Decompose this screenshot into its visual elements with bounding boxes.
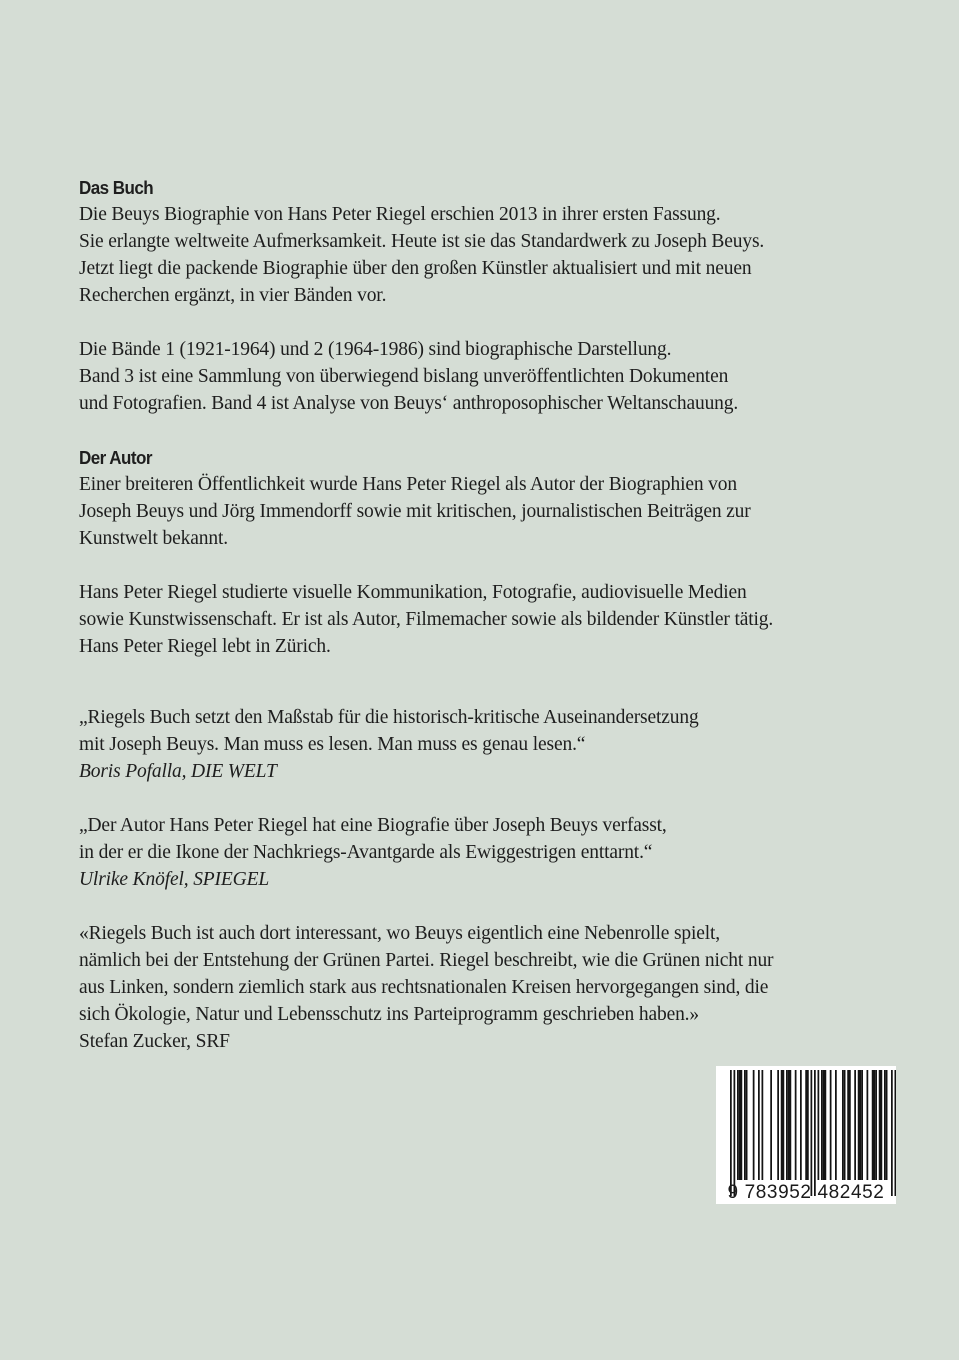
barcode-bar (781, 1070, 783, 1180)
barcode-bar (835, 1070, 837, 1180)
text-line: Die Bände 1 (1921-1964) und 2 (1964-1986) sind biographische Darstellung. (79, 339, 672, 360)
text-line: Joseph Beuys und Jörg Immendorff sowie mit kritischen, journalistischen Beiträgen zur (79, 501, 751, 522)
quote-line: nämlich bei der Entstehung der Grünen Partei. Riegel beschreibt, wie die Grünen nicht nur (79, 950, 774, 971)
barcode-bar (895, 1070, 897, 1196)
text-line: sowie Kunstwissenschaft. Er ist als Autor, Filmemacher sowie als bildender Künstler tätig. (79, 609, 774, 630)
barcode-bar (849, 1070, 851, 1180)
barcode-bar (844, 1070, 846, 1180)
barcode-bar (847, 1070, 849, 1180)
isbn-digits: 9 783952 482452 (727, 1182, 885, 1203)
back-cover-text (79, 174, 919, 1082)
barcode-bar (783, 1070, 785, 1180)
barcode-bar (814, 1070, 816, 1196)
barcode-bar (879, 1070, 881, 1180)
barcode-bar (860, 1070, 862, 1180)
barcode-bar (737, 1070, 739, 1180)
text-line: und Fotografien. Band 4 ist Analyse von Beuys‘ anthroposophischer Weltanschauung. (79, 393, 739, 414)
quote-line: aus Linken, sondern ziemlich stark aus rechtsnationalen Kreisen hervorgegangen sind, die (79, 977, 769, 998)
barcode-bar (861, 1070, 863, 1180)
quote-author: Stefan Zucker, SRF (79, 1031, 230, 1052)
text-line: Jetzt liegt die packende Biographie über den großen Künstler aktualisiert und mit neuen (79, 258, 752, 279)
text-line: Hans Peter Riegel lebt in Zürich. (79, 636, 331, 657)
barcode-bar (854, 1070, 856, 1180)
paragraph-autor-2 (79, 579, 919, 660)
text-line: Band 3 ist eine Sammlung von überwiegend bislang unveröffentlichten Dokumenten (79, 366, 729, 387)
barcode-bar (795, 1070, 797, 1180)
quote-line: in der er die Ikone der Nachkriegs-Avantgarde als Ewiggestrigen enttarnt.“ (79, 842, 653, 863)
barcode-bar (842, 1070, 844, 1180)
barcode-bar (788, 1070, 790, 1180)
section-heading-das-buch: Das Buch (79, 177, 154, 198)
barcode-bar (746, 1070, 748, 1180)
barcode-bar (884, 1070, 886, 1180)
quote-line: „Riegels Buch setzt den Maßstab für die historisch-kritische Auseinandersetzung (79, 707, 699, 728)
quote-author: Boris Pofalla, DIE WELT (79, 761, 277, 782)
barcode-bar (867, 1070, 869, 1180)
barcode-bar (825, 1070, 827, 1180)
paragraph-buch-2 (79, 336, 919, 417)
barcode-bar (858, 1070, 860, 1180)
barcode-bar (790, 1070, 792, 1180)
barcode-bar (872, 1070, 874, 1180)
barcode-bar (823, 1070, 825, 1180)
barcode-bar (805, 1070, 807, 1180)
barcode-bar (811, 1070, 813, 1196)
barcode-bar (734, 1070, 736, 1196)
barcode-bar (739, 1070, 741, 1180)
barcode-bar (881, 1070, 883, 1180)
text-line: Sie erlangte weltweite Aufmerksamkeit. Heute ist sie das Standardwerk zu Joseph Beuys. (79, 231, 765, 252)
quote-line: sich Ökologie, Natur und Lebensschutz ins Parteiprogramm geschrieben haben.» (79, 1004, 700, 1025)
section-heading-der-autor: Der Autor (79, 447, 152, 468)
text-line: Recherchen ergänzt, in vier Bänden vor. (79, 285, 387, 306)
barcode-bar (800, 1070, 802, 1180)
barcode-bar (786, 1070, 788, 1180)
barcode-bar (730, 1070, 732, 1196)
barcode-bar (777, 1070, 779, 1180)
barcode-bar (886, 1070, 888, 1180)
barcode-bar (741, 1070, 743, 1180)
spacer (79, 687, 919, 704)
barcode-bar (807, 1070, 809, 1180)
paragraph-autor-1 (79, 471, 919, 552)
barcode-bar (874, 1070, 876, 1180)
paragraph-buch-1 (79, 201, 919, 309)
quote-welt (79, 704, 919, 785)
barcode-bar (770, 1070, 772, 1180)
barcode-bar (818, 1070, 820, 1180)
barcode-bar (891, 1070, 893, 1196)
barcode-bar (821, 1070, 823, 1180)
barcode-bar (744, 1070, 746, 1180)
text-line: Hans Peter Riegel studierte visuelle Kommunikation, Fotografie, audiovisuelle Medien (79, 582, 747, 603)
text-line: Einer breiteren Öffentlichkeit wurde Hans Peter Riegel als Autor der Biographien von (79, 474, 737, 495)
barcode-bar (758, 1070, 760, 1180)
text-line: Kunstwelt bekannt. (79, 528, 228, 549)
quote-spiegel (79, 812, 919, 893)
quote-author: Ulrike Knöfel, SPIEGEL (79, 869, 270, 890)
quote-line: «Riegels Buch ist auch dort interessant, wo Beuys eigentlich eine Nebenrolle spielt, (79, 923, 721, 944)
quote-line: „Der Autor Hans Peter Riegel hat eine Biografie über Joseph Beuys verfasst, (79, 815, 667, 836)
barcode-bar (753, 1070, 755, 1180)
barcode-bar (762, 1070, 764, 1180)
isbn-barcode (716, 1066, 896, 1204)
barcode-bar (830, 1070, 832, 1180)
barcode-bar (875, 1070, 877, 1180)
text-line: Die Beuys Biographie von Hans Peter Riegel erschien 2013 in ihrer ersten Fassung. (79, 204, 721, 225)
quote-srf (79, 920, 919, 1055)
quote-line: mit Joseph Beuys. Man muss es lesen. Man muss es genau lesen.“ (79, 734, 586, 755)
